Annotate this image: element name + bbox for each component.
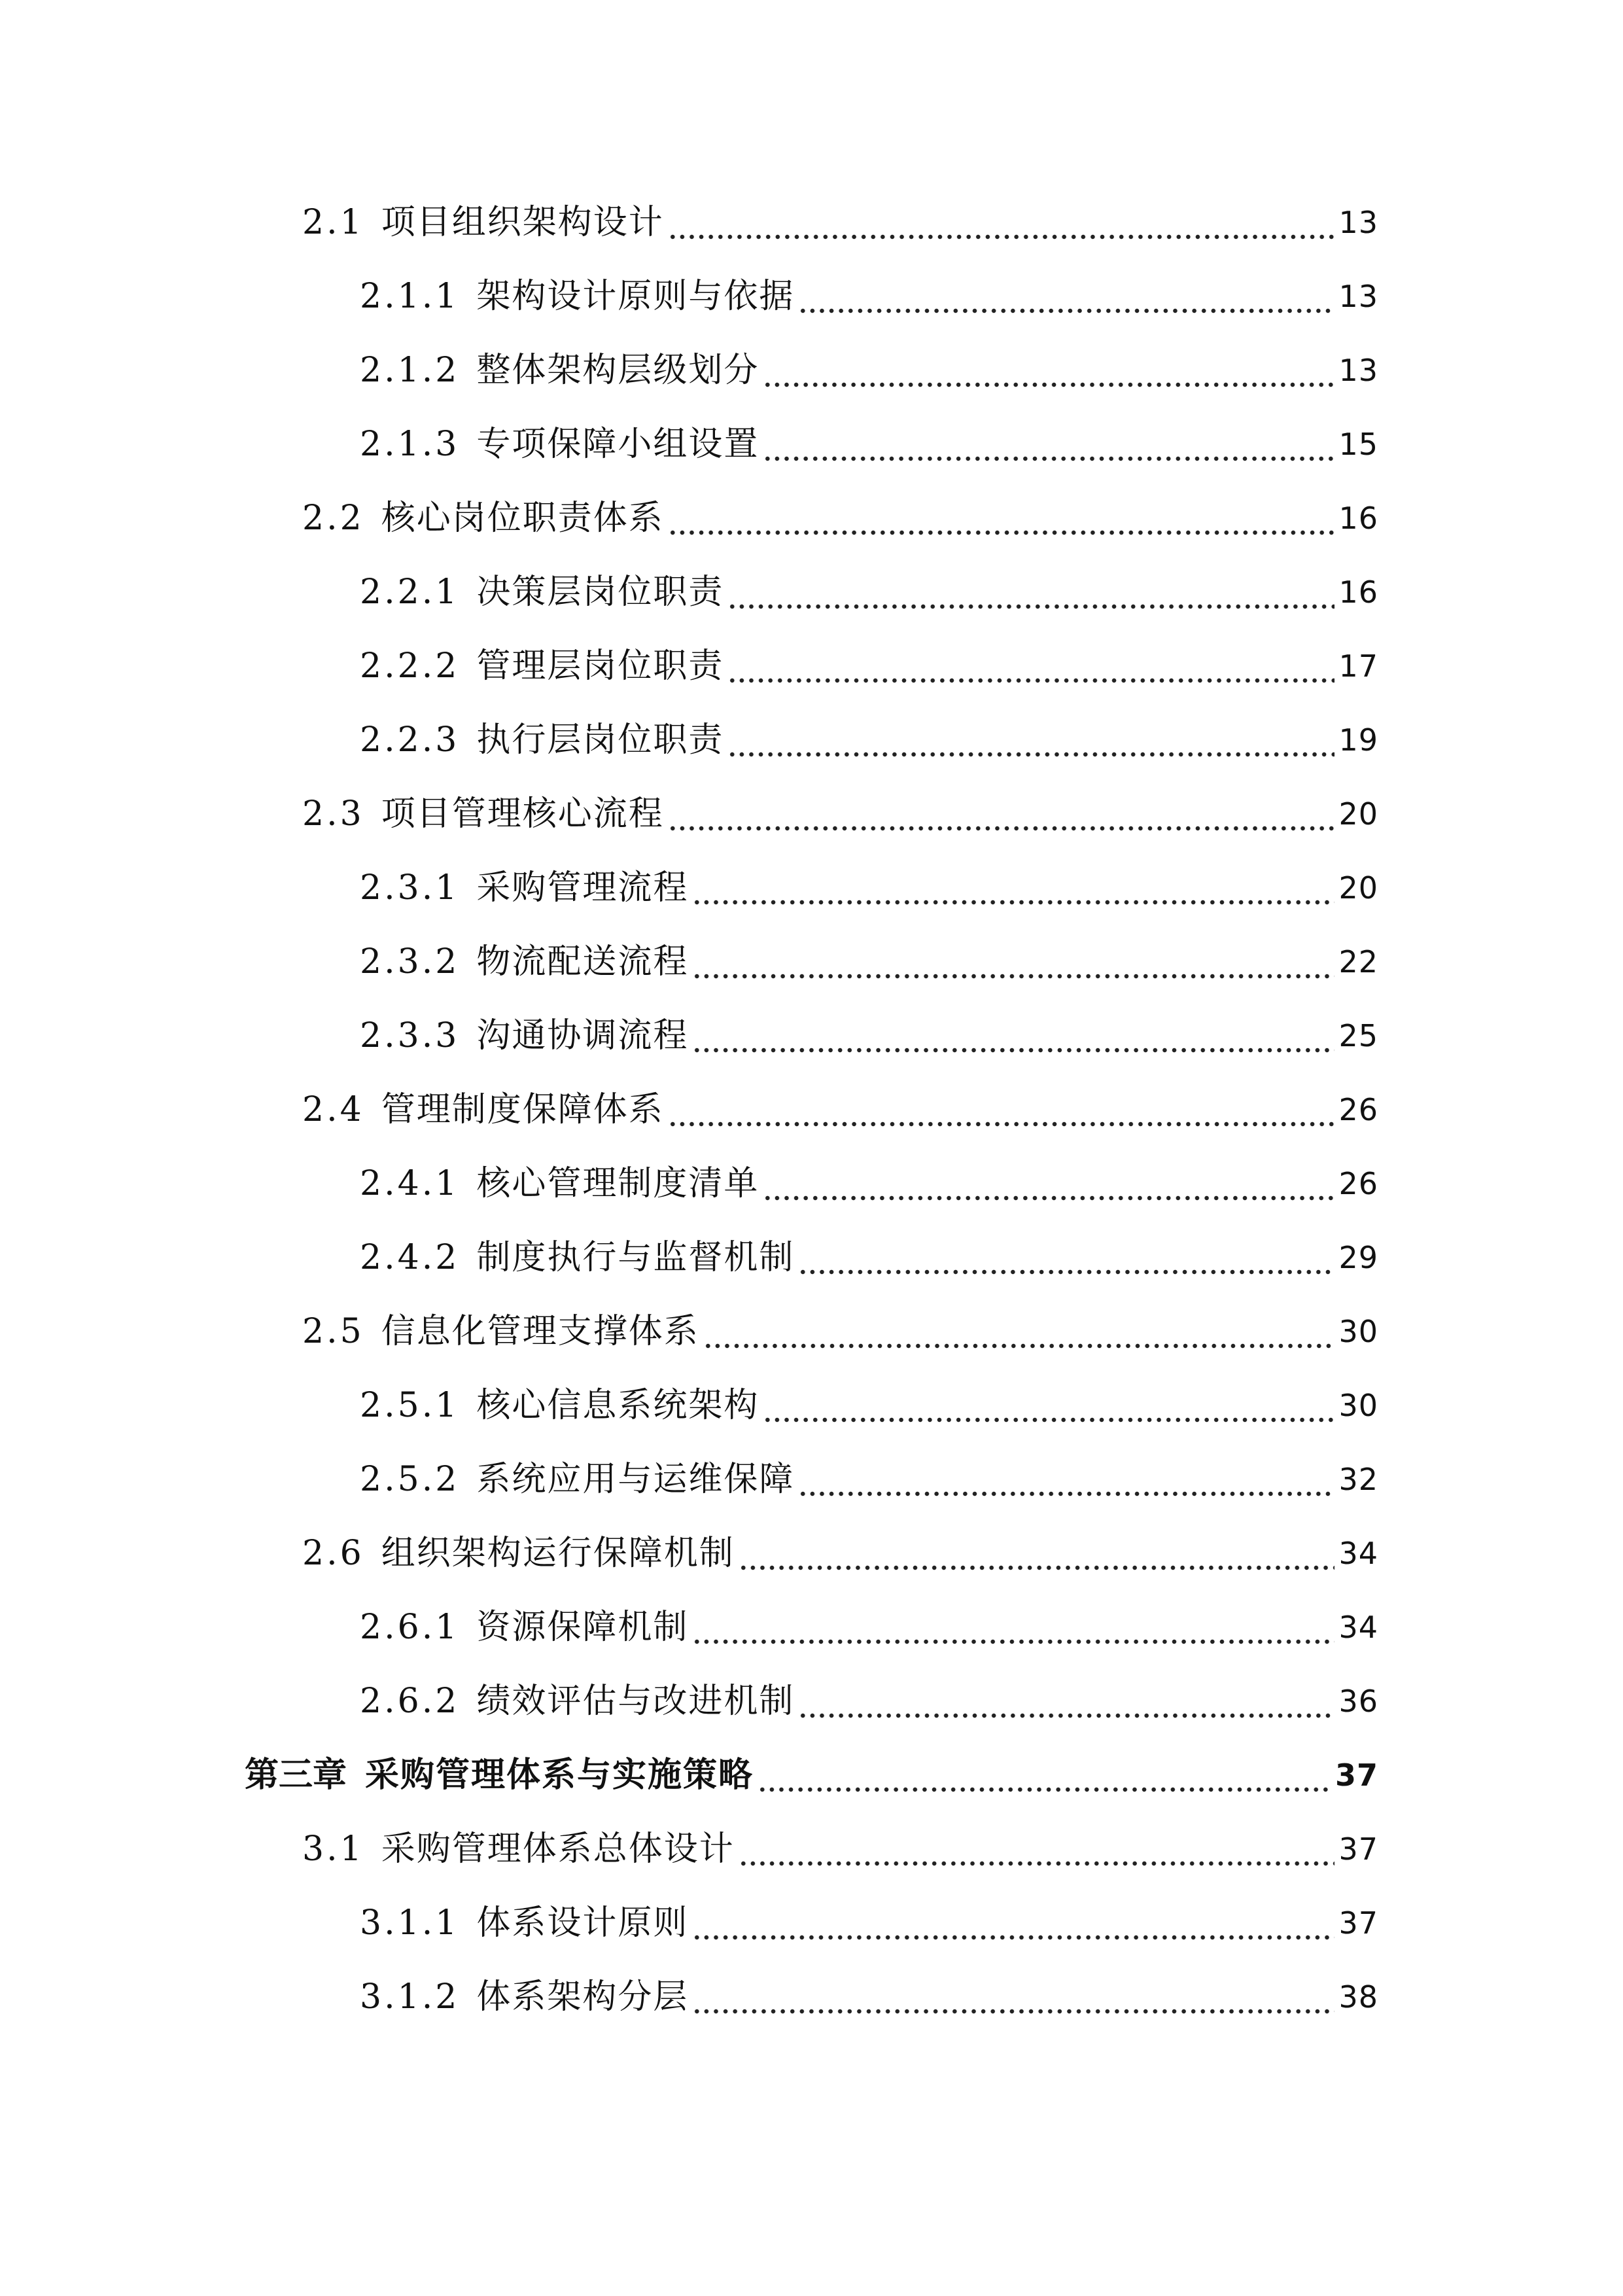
dot-leader xyxy=(739,1850,1335,1866)
toc-entry-title: 管理层岗位职责 xyxy=(476,646,724,686)
toc-entry[interactable] xyxy=(360,936,1378,988)
toc-entry-page: 15 xyxy=(1338,427,1378,462)
toc-entry-number: 2.1.1 xyxy=(360,277,460,316)
dot-leader xyxy=(763,1407,1335,1422)
toc-entry-page: 13 xyxy=(1338,353,1378,388)
toc-entry-page: 30 xyxy=(1338,1314,1378,1349)
dot-leader xyxy=(798,298,1335,313)
toc-entry[interactable] xyxy=(360,1231,1378,1284)
dot-leader xyxy=(692,963,1335,979)
toc-entry-number: 2.3.1 xyxy=(360,868,460,908)
toc-entry-title: 组织架构运行保障机制 xyxy=(381,1534,735,1573)
toc-entry-chapter[interactable] xyxy=(245,1749,1378,1801)
toc-entry-title: 执行层岗位职责 xyxy=(476,720,724,760)
toc-entry-number: 2.2.3 xyxy=(360,720,460,760)
toc-entry[interactable] xyxy=(360,714,1378,766)
toc-entry-number: 2.5 xyxy=(302,1312,364,1351)
dot-leader xyxy=(727,667,1335,683)
toc-entry-title: 项目组织架构设计 xyxy=(381,203,664,242)
toc-entry[interactable] xyxy=(360,566,1378,618)
toc-entry-title: 专项保障小组设置 xyxy=(476,425,759,464)
toc-entry-title: 信息化管理支撑体系 xyxy=(381,1312,699,1351)
dot-leader xyxy=(703,1333,1335,1349)
toc-entry-number: 2.2 xyxy=(302,499,364,538)
toc-entry-page: 38 xyxy=(1338,1979,1378,2015)
toc-entry[interactable] xyxy=(302,1527,1378,1580)
toc-entry[interactable] xyxy=(360,1897,1378,1949)
toc-entry-title: 绩效评估与改进机制 xyxy=(476,1682,795,1721)
toc-entry-number: 2.5.2 xyxy=(360,1460,460,1499)
dot-leader xyxy=(692,1924,1335,1940)
toc-entry-number: 2.5.1 xyxy=(360,1386,460,1425)
dot-leader xyxy=(763,446,1335,461)
toc-entry-page: 25 xyxy=(1338,1018,1378,1053)
dot-leader xyxy=(692,1998,1335,2014)
toc-entry-number: 2.4.2 xyxy=(360,1238,460,1277)
toc-entry-page: 29 xyxy=(1338,1240,1378,1275)
toc-entry[interactable] xyxy=(302,492,1378,544)
dot-leader xyxy=(763,372,1335,387)
toc-entry-page: 37 xyxy=(1338,1831,1378,1867)
toc-entry-page: 20 xyxy=(1338,796,1378,832)
toc-entry-title: 核心管理制度清单 xyxy=(476,1164,759,1203)
toc-entry-page: 17 xyxy=(1338,648,1378,684)
toc-entry-page: 26 xyxy=(1338,1092,1378,1127)
toc-entry-page: 34 xyxy=(1338,1536,1378,1571)
toc-entry-number: 2.2.2 xyxy=(360,646,460,686)
toc-entry-number: 2.6.2 xyxy=(360,1682,460,1721)
toc-entry[interactable] xyxy=(302,1823,1378,1875)
toc-entry[interactable] xyxy=(360,1675,1378,1727)
toc-entry[interactable] xyxy=(360,862,1378,914)
toc-entry[interactable] xyxy=(302,788,1378,840)
toc-entry-title: 体系设计原则 xyxy=(476,1903,689,1943)
dot-leader xyxy=(763,1185,1335,1201)
toc-entry-number: 2.1.2 xyxy=(360,351,460,390)
toc-entry-title: 体系架构分层 xyxy=(476,1977,689,2017)
toc-entry-title: 制度执行与监督机制 xyxy=(476,1238,795,1277)
toc-entry-title: 管理制度保障体系 xyxy=(381,1090,664,1129)
toc-entry[interactable] xyxy=(302,1084,1378,1136)
toc-entry[interactable] xyxy=(360,1010,1378,1062)
toc-entry-number: 2.6.1 xyxy=(360,1608,460,1647)
toc-entry-title: 核心信息系统架构 xyxy=(476,1386,759,1425)
toc-entry-number: 第三章 xyxy=(245,1756,347,1795)
toc-entry-page: 32 xyxy=(1338,1462,1378,1497)
toc-entry[interactable] xyxy=(360,270,1378,323)
toc-entry-title: 系统应用与运维保障 xyxy=(476,1460,795,1499)
toc-entry-number: 3.1 xyxy=(302,1829,364,1869)
toc-entry-title: 架构设计原则与依据 xyxy=(476,277,795,316)
dot-leader xyxy=(668,520,1335,535)
toc-entry-number: 2.6 xyxy=(302,1534,364,1573)
toc-entry-page: 37 xyxy=(1335,1757,1378,1793)
dot-leader xyxy=(727,593,1335,609)
toc-entry-number: 2.3 xyxy=(302,794,364,834)
toc-entry-page: 16 xyxy=(1338,501,1378,536)
toc-entry[interactable] xyxy=(360,1453,1378,1506)
dot-leader xyxy=(798,1703,1335,1718)
toc-entry-page: 34 xyxy=(1338,1610,1378,1645)
toc-entry-number: 2.4 xyxy=(302,1090,364,1129)
toc-entry-number: 2.1 xyxy=(302,203,364,242)
toc-entry-title: 沟通协调流程 xyxy=(476,1016,689,1055)
toc-entry-title: 采购管理体系与实施策略 xyxy=(365,1756,754,1795)
dot-leader xyxy=(668,224,1335,239)
dot-leader xyxy=(668,1111,1335,1127)
toc-entry-page: 36 xyxy=(1338,1684,1378,1719)
toc-entry-title: 采购管理流程 xyxy=(476,868,689,908)
toc-entry-page: 13 xyxy=(1338,205,1378,240)
toc-entry-number: 2.4.1 xyxy=(360,1164,460,1203)
dot-leader xyxy=(798,1481,1335,1496)
toc-entry[interactable] xyxy=(360,344,1378,397)
dot-leader xyxy=(692,1629,1335,1644)
toc-entry-title: 资源保障机制 xyxy=(476,1608,689,1647)
toc-entry-title: 决策层岗位职责 xyxy=(476,573,724,612)
toc-entry[interactable] xyxy=(360,1157,1378,1210)
dot-leader xyxy=(727,741,1335,757)
toc-entry-page: 26 xyxy=(1338,1166,1378,1201)
toc-entry-page: 19 xyxy=(1338,722,1378,758)
toc-entry-number: 2.1.3 xyxy=(360,425,460,464)
toc-entry-title: 物流配送流程 xyxy=(476,942,689,981)
toc-entry[interactable] xyxy=(360,1971,1378,2023)
dot-leader xyxy=(739,1555,1335,1570)
dot-leader xyxy=(668,815,1335,831)
toc-entry-number: 2.2.1 xyxy=(360,573,460,612)
toc-entry-title: 整体架构层级划分 xyxy=(476,351,759,390)
toc-entry-title: 采购管理体系总体设计 xyxy=(381,1829,735,1869)
toc-entry-number: 3.1.1 xyxy=(360,1903,460,1943)
toc-entry[interactable] xyxy=(360,1601,1378,1653)
dot-leader xyxy=(692,1037,1335,1053)
toc-entry-page: 37 xyxy=(1338,1905,1378,1941)
toc-entry-page: 30 xyxy=(1338,1388,1378,1423)
toc-entry-page: 13 xyxy=(1338,279,1378,314)
toc-entry-title: 核心岗位职责体系 xyxy=(381,499,664,538)
toc-entry-number: 2.3.3 xyxy=(360,1016,460,1055)
toc-entry-page: 22 xyxy=(1338,944,1378,980)
toc-entry[interactable] xyxy=(360,1379,1378,1432)
dot-leader xyxy=(798,1259,1335,1275)
dot-leader xyxy=(692,889,1335,905)
toc-entry-title: 项目管理核心流程 xyxy=(381,794,664,834)
toc-entry-page: 16 xyxy=(1338,574,1378,610)
toc-entry[interactable] xyxy=(302,196,1378,249)
dot-leader xyxy=(758,1776,1331,1792)
toc-entry-page: 20 xyxy=(1338,870,1378,906)
toc-entry-number: 3.1.2 xyxy=(360,1977,460,2017)
toc-entry[interactable] xyxy=(360,640,1378,692)
toc-entry[interactable] xyxy=(360,418,1378,470)
toc-entry[interactable] xyxy=(302,1305,1378,1358)
toc-entry-number: 2.3.2 xyxy=(360,942,460,981)
